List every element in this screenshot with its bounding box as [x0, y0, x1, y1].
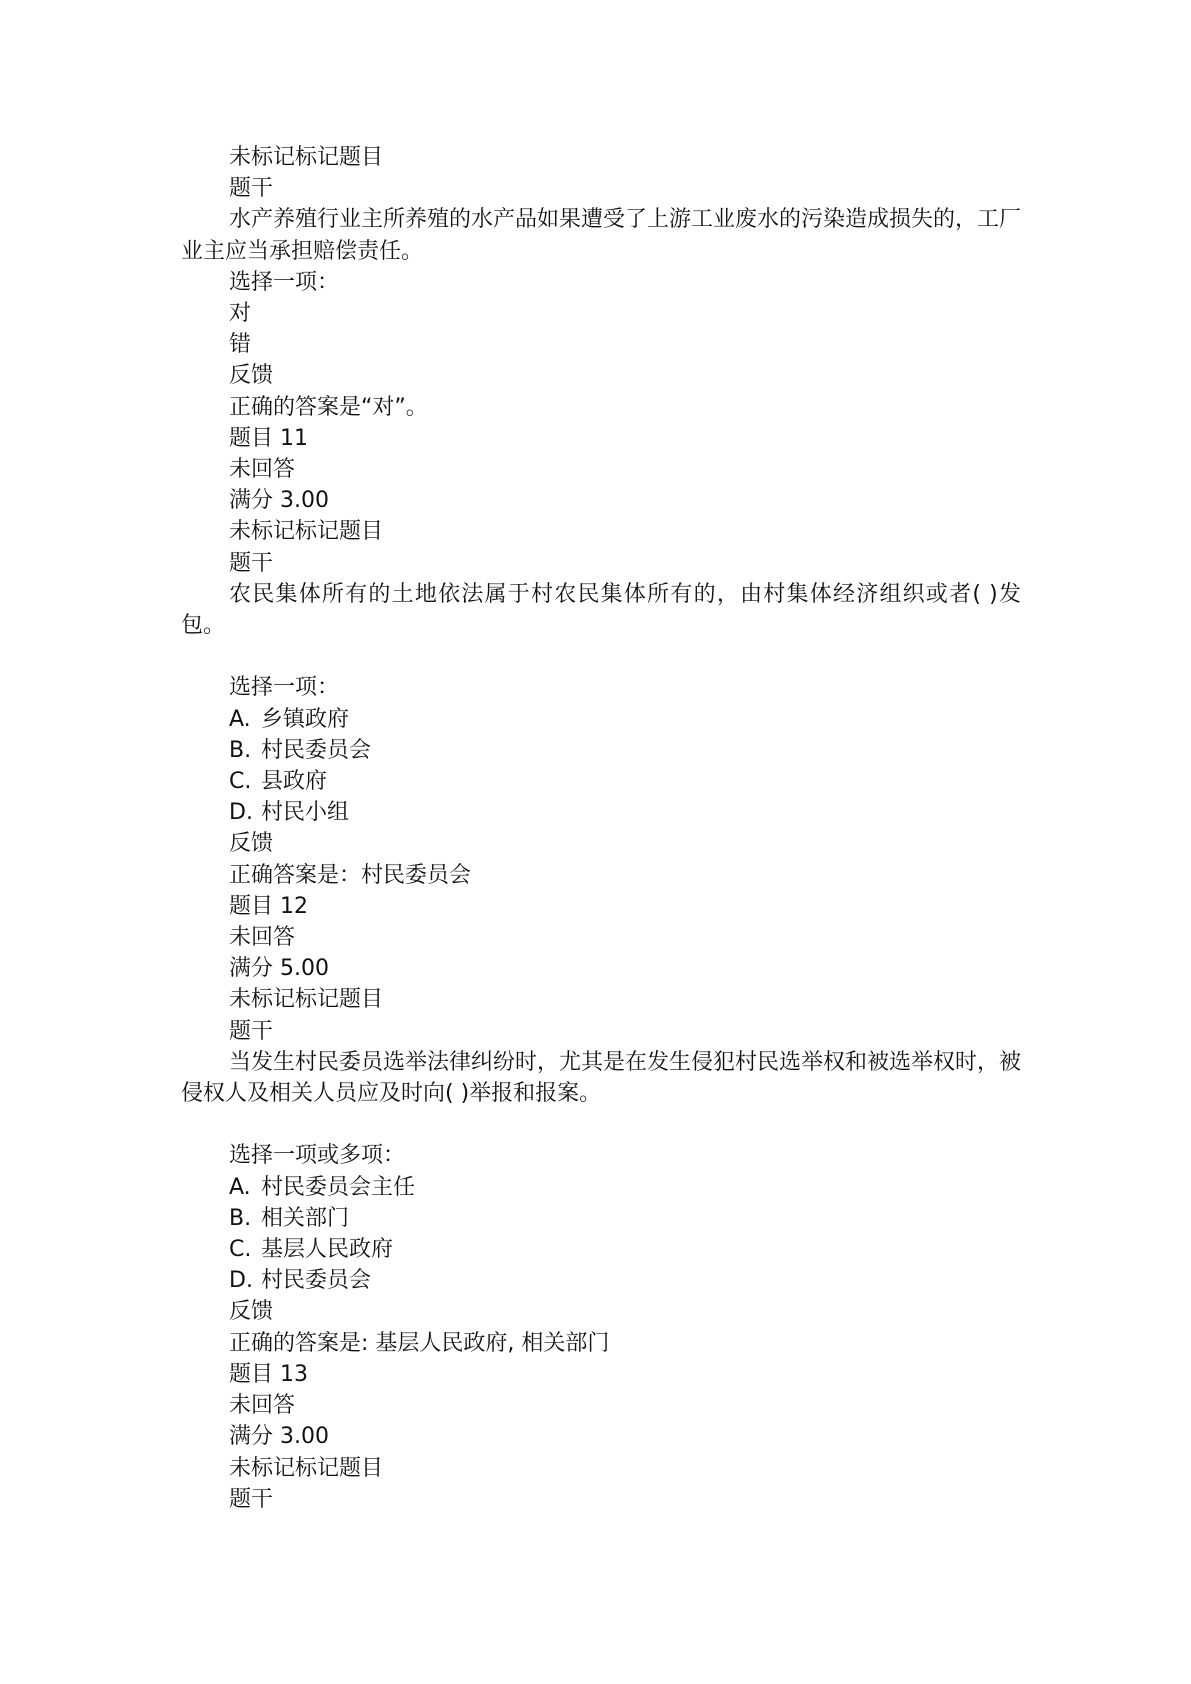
answer-option	[181, 1234, 1021, 1265]
blank-line	[181, 1109, 1021, 1140]
text-line: 题干	[229, 1486, 274, 1512]
blank-line	[181, 641, 1021, 672]
option-text: 乡镇政府	[261, 706, 350, 732]
text-line: 题目 11	[229, 425, 308, 451]
text-line: 题干	[229, 550, 274, 576]
text-line: 未回答	[229, 457, 296, 483]
question-stem-text: 水产养殖行业主所养殖的水产品如果遭受了上游工业废水的污染造成损失的，工厂业主应当承担赔偿责任。	[181, 207, 1022, 264]
option-text: 村民委员会主任	[261, 1174, 416, 1200]
text-line: 正确的答案是: 基层人民政府, 相关部门	[229, 1330, 610, 1356]
option-text: 基层人民政府	[261, 1237, 394, 1263]
document-content	[181, 142, 1021, 1515]
option-letter: C.	[229, 1237, 252, 1263]
text-line: 正确答案是：村民委员会	[229, 862, 472, 888]
option-letter: A.	[229, 706, 251, 732]
text-line: 反馈	[229, 363, 274, 389]
option-letter: B.	[229, 1205, 252, 1231]
option-letter: B.	[229, 737, 252, 763]
text-line: 反馈	[229, 831, 274, 857]
text-line: 未回答	[229, 925, 296, 951]
text-line: 选择一项或多项：	[229, 1143, 406, 1169]
option-letter: C.	[229, 769, 252, 795]
question-stem-text: 当发生村民委员选举法律纠纷时，尤其是在发生侵犯村民选举权和被选举权时，被侵权人及相关人员应及时向( )举报和报案。	[181, 1049, 1022, 1107]
answer-option	[181, 1203, 1021, 1234]
option-text: 村民委员会	[261, 737, 372, 763]
option-text: 县政府	[261, 769, 328, 795]
option-letter: A.	[229, 1174, 251, 1200]
text-line: 题干	[229, 1018, 274, 1044]
text-line: 对	[229, 301, 252, 327]
text-line: 题目 13	[229, 1361, 308, 1387]
answer-option	[181, 766, 1021, 797]
text-line: 未回答	[229, 1393, 296, 1419]
text-line: 满分 3.00	[229, 488, 329, 514]
text-line: 反馈	[229, 1299, 274, 1325]
text-line: 题目 12	[229, 893, 308, 919]
question-stem-text: 农民集体所有的土地依法属于村农民集体所有的，由村集体经济组织或者( )发包。	[181, 581, 1021, 639]
text-line: 未标记标记题目	[229, 519, 384, 545]
answer-option	[181, 1172, 1021, 1203]
text-line: 题干	[229, 176, 274, 202]
option-letter: D.	[229, 1268, 253, 1294]
answer-option	[181, 1265, 1021, 1296]
text-line: 满分 3.00	[229, 1424, 329, 1450]
text-line: 未标记标记题目	[229, 145, 384, 170]
text-line: 选择一项：	[229, 269, 340, 295]
text-line: 错	[229, 332, 252, 358]
option-letter: D.	[229, 800, 253, 826]
text-line: 选择一项：	[229, 675, 340, 701]
text-line: 未标记标记题目	[229, 1455, 384, 1481]
text-line: 正确的答案是“对”。	[229, 394, 428, 420]
answer-option	[181, 704, 1021, 735]
option-text: 相关部门	[261, 1205, 350, 1231]
text-line: 未标记标记题目	[229, 987, 384, 1013]
option-text: 村民小组	[261, 800, 350, 826]
text-line: 满分 5.00	[229, 956, 329, 982]
answer-option	[181, 735, 1021, 766]
answer-option	[181, 797, 1021, 828]
option-text: 村民委员会	[261, 1268, 372, 1294]
